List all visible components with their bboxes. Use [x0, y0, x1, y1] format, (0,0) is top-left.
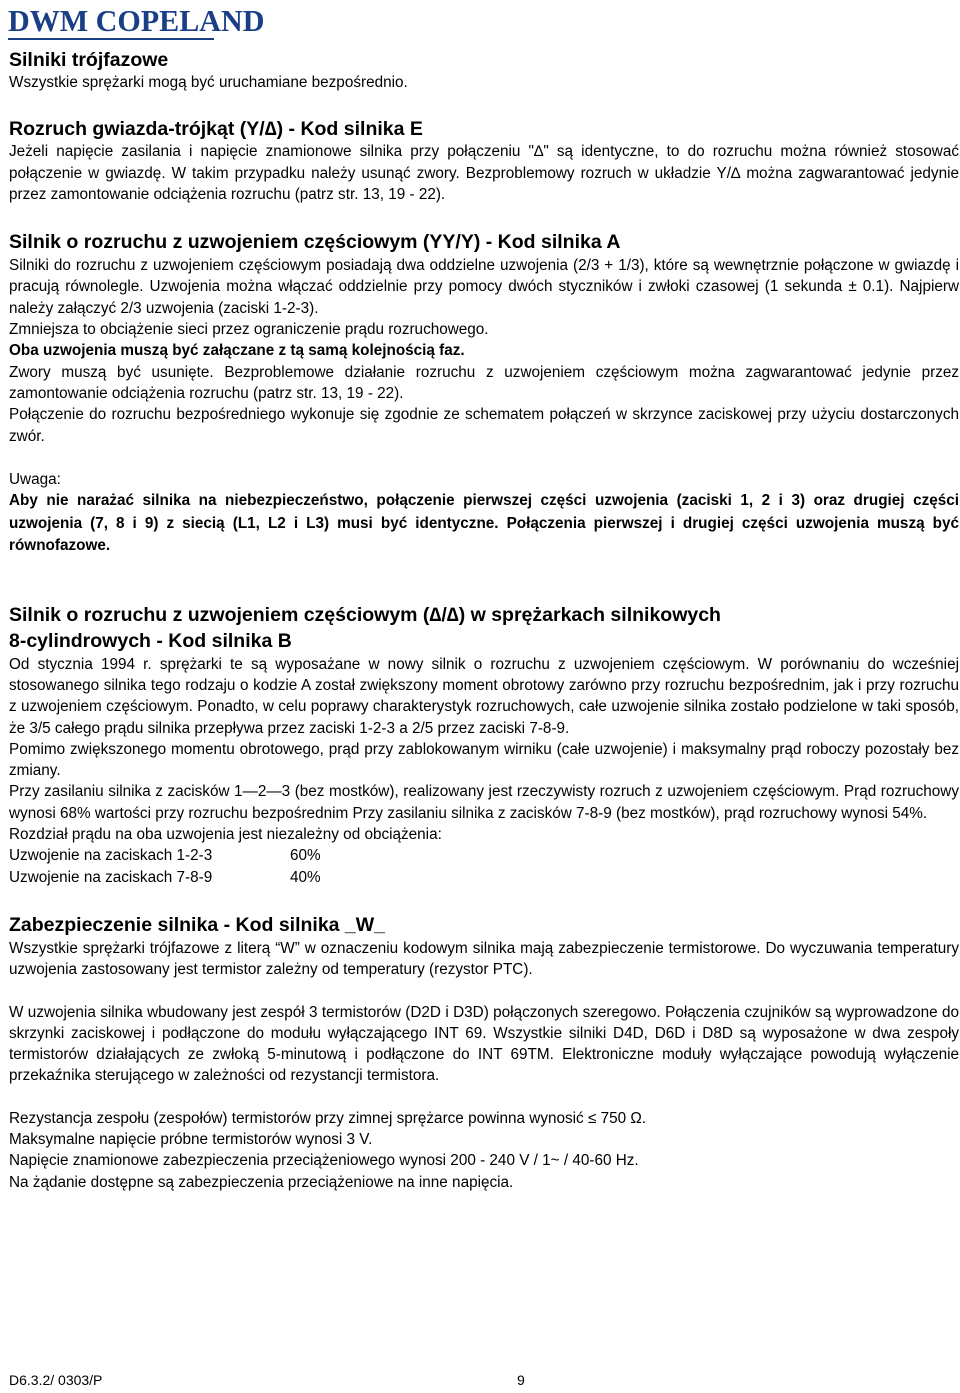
part-winding-b-p3: Przy zasilaniu silnika z zacisków 1—2—3 (bez mostków), realizowany jest rzeczywisty rozruch z uzwojeniem częściowym. Prąd rozruchowy wynosi 68% wartości przy rozruchu bezpośrednim Przy zasilaniu silnika z zacisków 7-8-9 (bez mostków), prąd rozruchowy wynosi 54%. — [9, 783, 959, 822]
document-id: D6.3.2/ 0303/P — [9, 1372, 103, 1388]
motor-protection-p3: Rezystancja zespołu (zespołów) termistorów przy zimnej sprężarce powinna wynosić ≤ 750 Ω. — [9, 1109, 647, 1127]
note-text: Aby nie narażać silnika na niebezpieczeństwo, połączenie pierwszej części uzwojenia (zaciski 1, 2 i 3) oraz drugiej części uzwojenia (7, 8 i 9) z siecią (L1, L2 i L3) musi być identyczne. Połączenia pierwszej i drugiej części uzwojenia muszą być równofazowe. — [9, 492, 959, 555]
three-phase-text: Wszystkie sprężarki mogą być uruchamiane bezpośrednio. — [9, 74, 408, 91]
page-number: 9 — [517, 1372, 525, 1388]
part-winding-b-p2: Pomimo zwiększonego momentu obrotowego, prąd przy zablokowanym wirniku (całe uzwojenie) i maksymalny prąd roboczy pozostały bez zmiany. — [9, 740, 959, 780]
section-title-star-delta: Rozruch gwiazda-trójkąt (Y/∆) - Kod silnika E — [9, 118, 423, 141]
current-distribution-table — [9, 845, 321, 888]
motor-protection-p4: Maksymalne napięcie próbne termistorów wynosi 3 V. — [9, 1131, 373, 1148]
distribution-label: Uzwojenie na zaciskach 1-2-3 — [9, 847, 213, 865]
logo-underline — [8, 38, 214, 40]
motor-protection-p2: W uzwojenia silnika wbudowany jest zespół 3 termistorów (D2D i D3D) połączonych szeregowo. Połączenia czujników są wyprowadzone do skrzynki zaciskowej i podłączone do modułu wyłączającego INT 69. Wszystkie silniki D4D, D6D i D8D są wyposażone w dwa zespoły termistorów działających ze zwłoką 5-minutową i podłączone do INT 69TM. Elektroniczne moduły wyłączające powodują wyłączenie przekaźnika sterującego w zależności od rezystancji termistora. — [9, 1003, 959, 1085]
table-row — [9, 867, 321, 888]
star-delta-text: Jeżeli napięcie zasilania i napięcie znamionowe silnika przy połączeniu "∆" są identyczne, to do rozruchu można również stosować połączenie w gwiazdę. W takim przypadku należy usunąć zwory. Bezproblemowy rozruch w układzie Y/∆ można zagwarantować jedynie przez zamontowanie odciążenia rozruchu (patrz str. 13, 19 - 22). — [9, 143, 959, 203]
part-winding-a-p3: Oba uzwojenia muszą być załączane z tą samą kolejnością faz. — [9, 342, 465, 360]
part-winding-a-p2: Zmniejsza to obciążenie sieci przez ograniczenie prądu rozruchowego. — [9, 321, 489, 339]
section-title-motor-protection: Zabezpieczenie silnika - Kod silnika _W_ — [9, 913, 386, 936]
section-title-part-winding-b-line1: Silnik o rozruchu z uzwojeniem częściowym (∆/∆) w sprężarkach silnikowych — [9, 603, 721, 626]
part-winding-a-p5: Połączenie do rozruchu bezpośredniego wykonuje się zgodnie ze schematem połączeń w skrzynce zaciskowej przy użyciu dostarczonych zwór. — [9, 406, 959, 445]
document-body — [9, 48, 959, 1193]
section-title-three-phase: Silniki trójfazowe — [9, 49, 169, 71]
distribution-value: 40% — [290, 868, 321, 886]
company-logo: DWM COPELAND — [8, 3, 265, 38]
part-winding-a-p1: Silniki do rozruchu z uzwojeniem częściowym posiadają dwa oddzielne uzwojenia (2/3 + 1/3), które są wewnętrznie połączone w gwiazdę i pracują równolegle. Uzwojenia można włączać oddzielnie przy pomocy dwóch styczników i zwłoki czasowej (1 sekunda ± 0.1). Najpierw należy załączyć 2/3 uzwojenia (zaciski 1-2-3). — [9, 257, 959, 317]
motor-protection-p6: Na żądanie dostępne są zabezpieczenia przeciążeniowe na inne napięcia. — [9, 1173, 514, 1191]
part-winding-b-p1: Od stycznia 1994 r. sprężarki te są wyposażane w nowy silnik o rozruchu z uzwojeniem częściowym. W porównaniu do wcześniej stosowanego silnika tego rodzaju o kodzie A został zwiększony moment obrotowy zarówno przy rozruchu bezpośrednim, jak i przy rozruchu z uzwojeniem częściowym. Ponadto, w celu poprawy charakterystyk rozruchowych, całe uzwojenie silnika zostało podzielone w taki sposób, że 3/5 całego prądu silnika przepływa przez zaciski 1-2-3 a 2/5 przez zaciski 7-8-9. — [9, 655, 959, 737]
part-winding-a-p4: Zwory muszą być usunięte. Bezproblemowe działanie rozruchu z uzwojeniem częściowym można zagwarantować jedynie przez zamontowanie odciążenia rozruchu (patrz str. 13, 19 - 22). — [9, 363, 959, 402]
distribution-value: 60% — [290, 847, 321, 865]
section-title-part-winding-b-line2: 8-cylindrowych - Kod silnika B — [9, 629, 292, 652]
part-winding-b-p4: Rozdział prądu na oba uzwojenia jest niezależny od obciążenia: — [9, 826, 442, 844]
distribution-label: Uzwojenie na zaciskach 7-8-9 — [9, 868, 213, 886]
section-title-part-winding-a: Silnik o rozruchu z uzwojeniem częściowym (YY/Y) - Kod silnika A — [9, 231, 621, 254]
note-label: Uwaga: — [9, 470, 61, 488]
table-row — [9, 845, 321, 866]
motor-protection-p1: Wszystkie sprężarki trójfazowe z literą “W” w oznaczeniu kodowym silnika mają zabezpieczenie termistorowe. Do wyczuwania temperatury uzwojenia zastosowany jest termistor zależny od temperatury (rezystor PTC). — [9, 939, 959, 979]
motor-protection-p5: Napięcie znamionowe zabezpieczenia przeciążeniowego wynosi 200 - 240 V / 1~ / 40-60 Hz. — [9, 1152, 639, 1170]
